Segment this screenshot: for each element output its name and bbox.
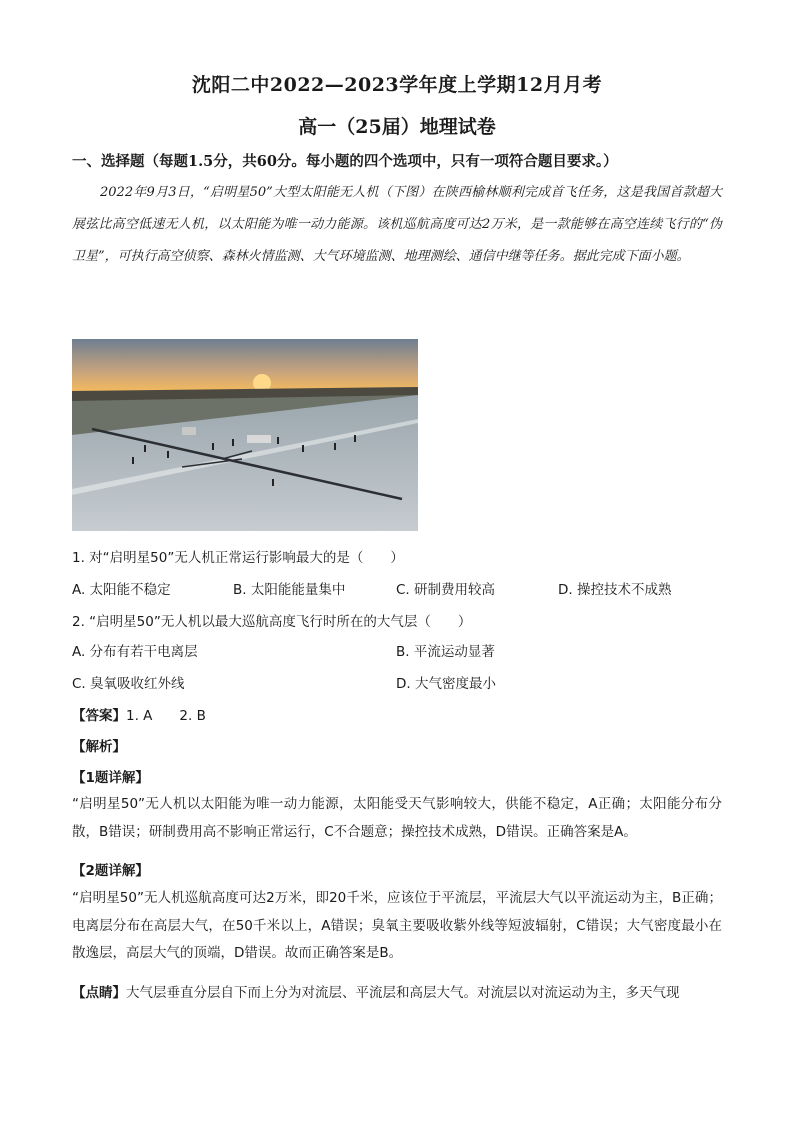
tip-text: 大气层垂直分层自下而上分为对流层、平流层和高层大气。对流层以对流运动为主，多天气现: [126, 985, 680, 1001]
question-1-option-c: C. 研制费用较高: [396, 582, 496, 598]
question-2-option-d: D. 大气密度最小: [396, 676, 496, 692]
detail-2-text: “启明星50”无人机巡航高度可达2万米，即20千米，应该位于平流层，平流层大气以平流运动为主，B正确；电离层分布在高层大气，在50千米以上，A错误；臭氧主要吸收紫外线等短波辐射，C错误；大气密度最小在散逸层，高层大气的顶端，D错误。故而正确答案是B。: [72, 890, 722, 961]
detail-1-text: “启明星50”无人机以太阳能为唯一动力能源，太阳能受天气影响较大，供能不稳定，A正确；太阳能分布分散，B错误；研制费用高不影响正常运行，C不合题意；操控技术成熟，D错误。正确答案是A。: [72, 796, 722, 840]
analysis-label: 【解析】: [72, 739, 126, 755]
exam-title: 沈阳二中2022—2023学年度上学期12月月考: [191, 74, 603, 96]
question-1-option-d: D. 操控技术不成熟: [558, 582, 672, 598]
drone-photo-illustration: [72, 339, 418, 531]
question-1-option-a: A. 太阳能不稳定: [72, 582, 171, 598]
drone-photo: [72, 339, 418, 531]
question-1-option-b: B. 太阳能能量集中: [233, 582, 346, 598]
tip-paragraph: [72, 980, 722, 1008]
intro-paragraph: 2022年9月3日，“启明星50”大型太阳能无人机（下图）在陕西榆林顺利完成首飞任务，这是我国首款超大展弦比高空低速无人机，以太阳能为唯一动力能源。该机巡航高度可达2万米，是一款能够在高空连续飞行的“伪卫星”，可执行高空侦察、森林火情监测、大气环境监测、地理测绘、通信中继等任务。据此完成下面小题。: [72, 185, 722, 264]
answer-line: [72, 704, 206, 724]
tip-label: 【点睛】: [72, 985, 126, 1001]
question-2-option-a: A. 分布有若干电离层: [72, 644, 198, 660]
answer-text: 1. A 2. B: [126, 708, 206, 724]
question-2-stem: 2. “启明星50”无人机以最大巡航高度飞行时所在的大气层（ ）: [72, 614, 472, 630]
exam-subtitle: 高一（25届）地理试卷: [298, 116, 496, 138]
answer-label: 【答案】: [72, 708, 126, 724]
question-2-option-b: B. 平流运动显著: [396, 644, 495, 660]
detail-2-label: 【2题详解】: [72, 863, 149, 879]
question-2-option-c: C. 臭氧吸收红外线: [72, 676, 185, 692]
question-1-stem: 1. 对“启明星50”无人机正常运行影响最大的是（ ）: [72, 550, 404, 566]
detail-1-label: 【1题详解】: [72, 770, 149, 786]
section-heading: 一、选择题（每题1.5分，共60分。每小题的四个选项中，只有一项符合题目要求。）: [72, 153, 618, 170]
